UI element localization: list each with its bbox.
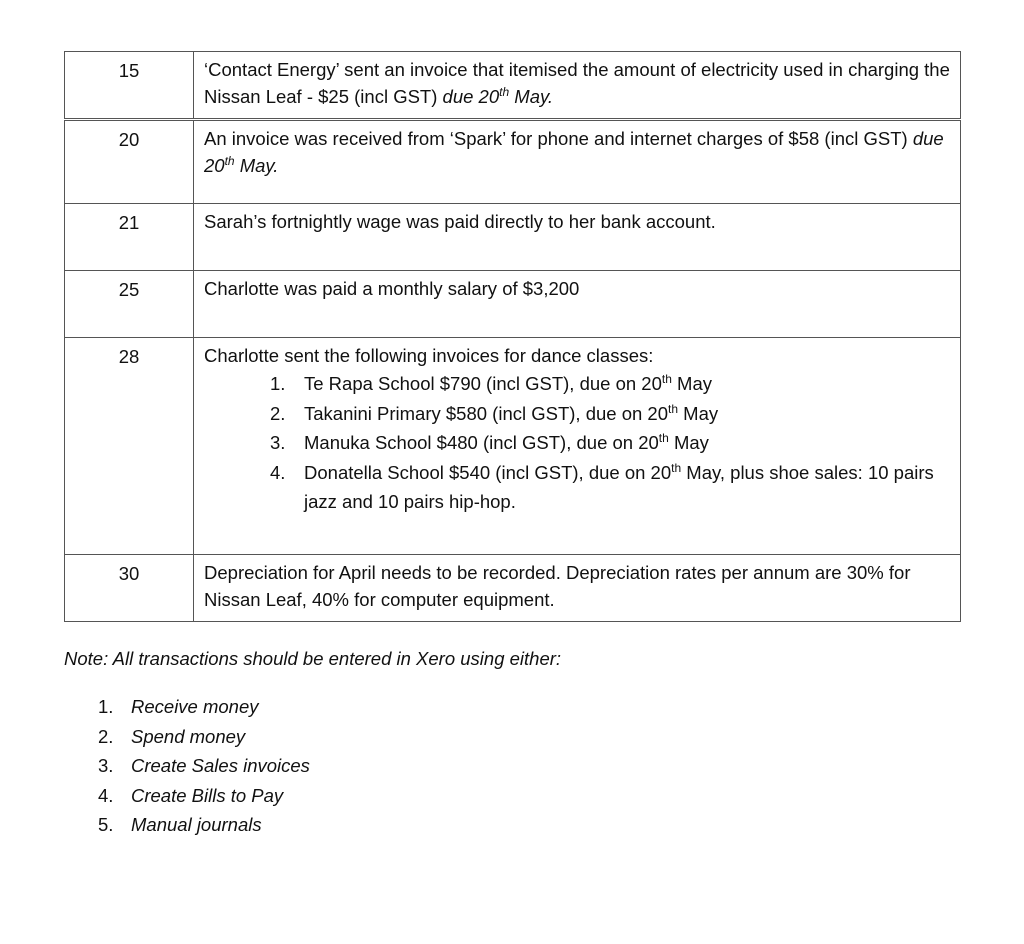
table-row xyxy=(65,52,961,120)
list-item: 3. Manuka School $480 (incl GST), due on 20th May xyxy=(270,430,709,453)
table-row xyxy=(65,271,961,338)
list-item: 4. Create Bills to Pay xyxy=(98,784,284,806)
description-text: ‘Contact Energy’ sent an invoice that itemised the amount of electricity used in charging the Nissan Leaf - $25 (incl GST) xyxy=(204,59,950,107)
description-text: An invoice was received from ‘Spark’ for phone and internet charges of $58 (incl GST) xyxy=(204,128,913,149)
list-item: 2. Spend money xyxy=(98,725,246,747)
list-item: 4. Donatella School $540 (incl GST), due on 20th May, plus shoe sales: 10 pairs jazz and 10 pairs hip-hop. xyxy=(270,460,934,512)
list-item: 5. Manual journals xyxy=(98,814,262,835)
description-cell: Charlotte was paid a monthly salary of $3,200 xyxy=(194,271,961,338)
table-row xyxy=(65,204,961,271)
transactions-table xyxy=(64,51,961,622)
list-item: 1. Receive money xyxy=(98,696,259,717)
day-cell: 28 xyxy=(65,338,194,555)
day-cell: 25 xyxy=(65,271,194,338)
table-row xyxy=(65,555,961,622)
list-item: 1. Te Rapa School $790 (incl GST), due on 20th May xyxy=(270,371,712,394)
description-cell xyxy=(194,52,961,120)
due-text: due 20th May. xyxy=(204,128,944,176)
day-cell: 30 xyxy=(65,555,194,622)
table-row xyxy=(65,120,961,204)
due-text: due 20th May. xyxy=(442,84,553,107)
description-cell: Sarah’s fortnightly wage was paid directly to her bank account. xyxy=(194,204,961,271)
table-row xyxy=(65,338,961,555)
day-cell: 20 xyxy=(65,120,194,204)
list-item: 2. Takanini Primary $580 (incl GST), due on 20th May xyxy=(270,401,719,424)
day-cell: 15 xyxy=(65,52,194,120)
invoice-list xyxy=(204,369,952,517)
invoice-intro: Charlotte sent the following invoices for dance classes: xyxy=(204,345,654,366)
description-cell xyxy=(194,338,961,555)
note-text: Note: All transactions should be entered in Xero using either: xyxy=(64,648,562,669)
list-item: 3. Create Sales invoices xyxy=(98,755,310,776)
day-cell: 21 xyxy=(65,204,194,271)
entry-options-list xyxy=(64,692,310,840)
description-cell xyxy=(194,120,961,204)
description-cell: Depreciation for April needs to be recorded. Depreciation rates per annum are 30% for Nissan Leaf, 40% for computer equipment. xyxy=(194,555,961,622)
